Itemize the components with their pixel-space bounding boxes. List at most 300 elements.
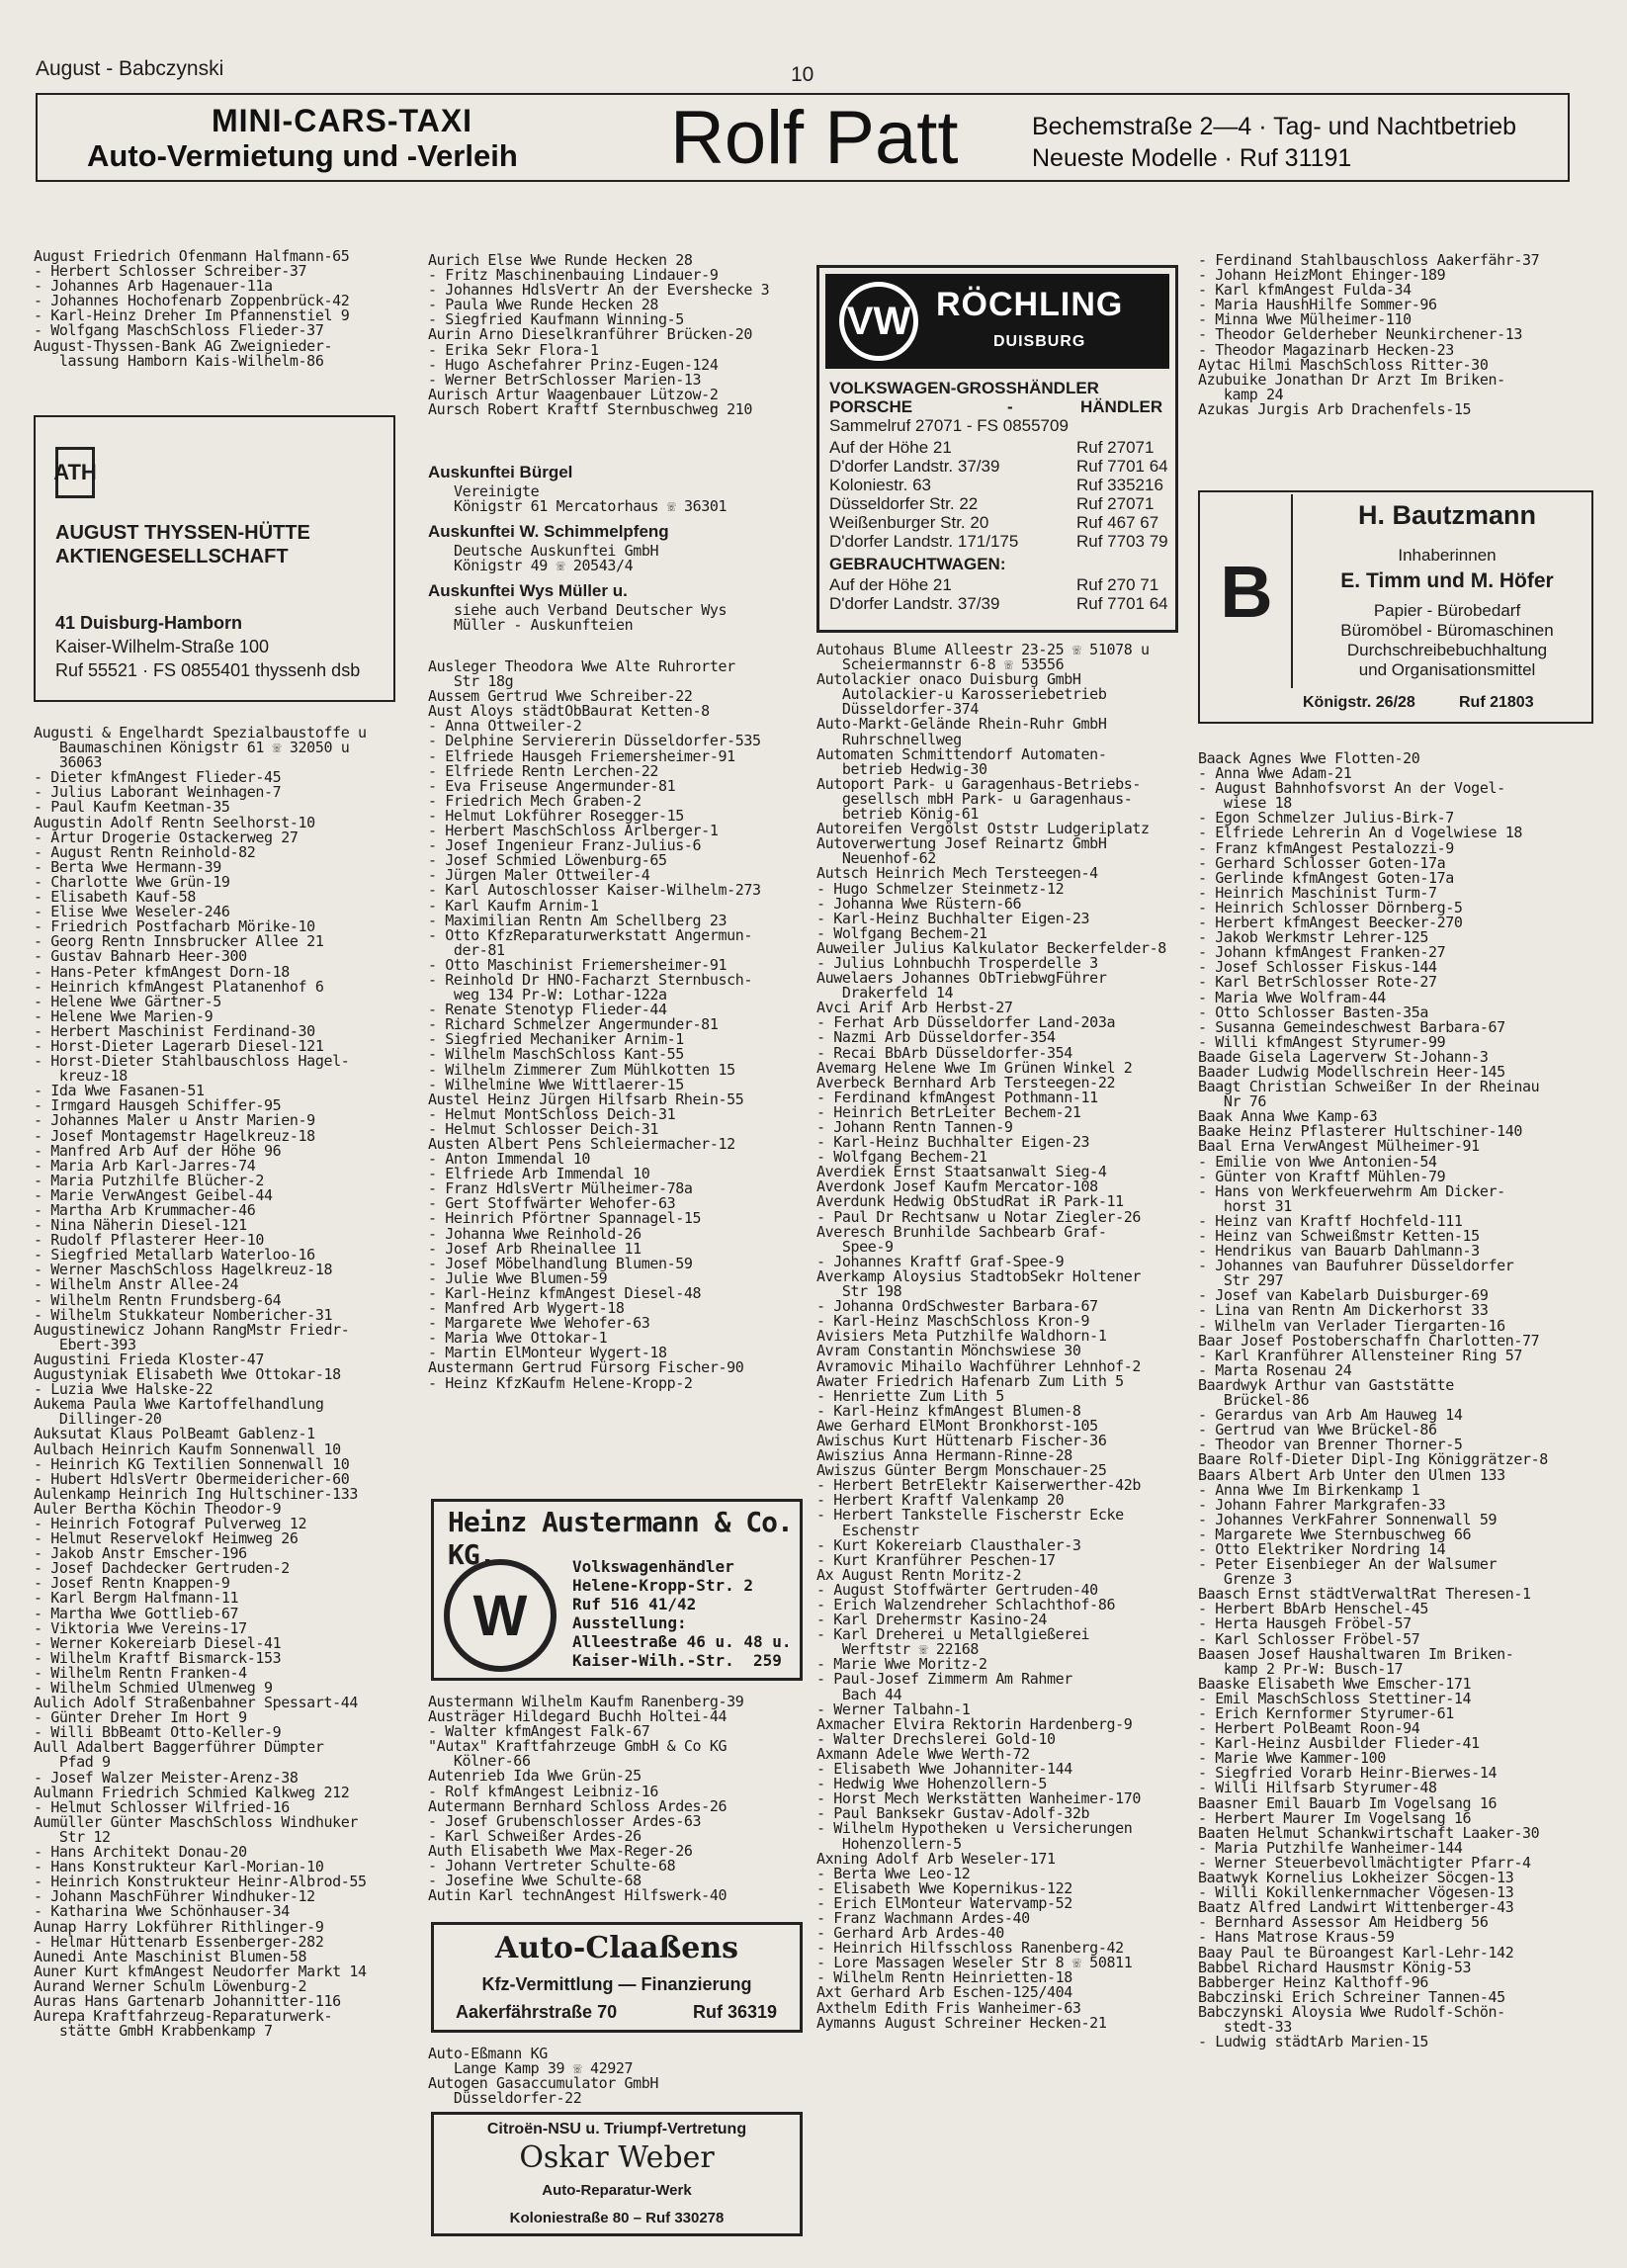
directory-line: - Werner MaschSchloss Hagelkreuz-18 <box>34 1261 333 1279</box>
roechling-address: Koloniestr. 63 <box>829 476 932 494</box>
directory-line: Awischus Kurt Hüttenarb Fischer-36 <box>816 1431 1107 1449</box>
directory-line: - Heinrich Pförtner Spannagel-15 <box>428 1209 702 1228</box>
directory-line: - Wolfgang Bechem-21 <box>816 1148 987 1167</box>
directory-line: - Heinz van Kraftf Hochfeld-111 <box>1198 1211 1463 1230</box>
directory-line: - Peter Eisenbieger An der Walsumer <box>1198 1555 1498 1574</box>
directory-line: Autoverwertung Josef Reinartz GmbH <box>816 834 1107 853</box>
directory-line: - Marta Rosenau 24 <box>1198 1360 1352 1379</box>
thyssen-title-2: AKTIENGESELLSCHAFT <box>55 546 289 567</box>
directory-line: - Josef Walzer Meister-Arenz-38 <box>34 1768 299 1787</box>
directory-line: Königstr 61 Mercatorhaus ☏ 36301 <box>454 497 728 516</box>
directory-line: Düsseldorfer-22 <box>428 2089 582 2108</box>
directory-line: - Viktoria Wwe Vereins-17 <box>34 1618 247 1637</box>
directory-line: - Johannes VerkFahrer Sonnenwall 59 <box>1198 1510 1498 1528</box>
directory-line: - Margarete Wwe Sternbuschweg 66 <box>1198 1525 1472 1543</box>
directory-line: - Elfriede Hausgeh Friemersheimer-91 <box>428 746 735 765</box>
roechling-address: Weißenburger Str. 20 <box>829 513 989 532</box>
directory-line: - Karl Autoschlosser Kaiser-Wilhelm-273 <box>428 881 761 900</box>
directory-line: Babberger Heinz Kalthoff-96 <box>1198 1972 1429 1991</box>
directory-line: "Autax" Kraftfahrzeuge GmbH & Co KG <box>428 1737 728 1756</box>
roechling-phone: Ruf 270 71 <box>1076 575 1159 594</box>
directory-line: Helene-Kropp-Str. 2 <box>572 1576 754 1595</box>
bautzmann-l3: Papier - Bürobedarf <box>1373 601 1521 620</box>
roechling-address: Auf der Höhe 21 <box>829 575 952 594</box>
directory-line: - Josef Dachdecker Gertruden-2 <box>34 1559 290 1578</box>
directory-line: - Horst Mech Werkstätten Wanheimer-170 <box>816 1789 1141 1808</box>
roechling-advertisement <box>816 265 1178 633</box>
directory-line: - Katharina Wwe Schönhauser-34 <box>34 1902 290 1921</box>
directory-line: Axmann Adele Wwe Werth-72 <box>816 1744 1030 1763</box>
directory-line: Ax August Rentn Moritz-2 <box>816 1565 1022 1584</box>
directory-line: - Werner Steuerbevollmächtigter Pfarr-4 <box>1198 1853 1531 1872</box>
directory-line: Werftstr ☏ 22168 <box>816 1640 979 1659</box>
directory-line: Auksutat Klaus PolBeamt Gablenz-1 <box>34 1425 315 1443</box>
directory-line: - Hans von Werkfeuerwehrm Am Dicker- <box>1198 1181 1505 1200</box>
directory-line: - Heinrich Hilfsschloss Ranenberg-42 <box>816 1939 1124 1958</box>
directory-line: Aurin Arno Dieselkranführer Brücken-20 <box>428 325 752 344</box>
directory-line: - Johann MaschFührer Windhuker-12 <box>34 1887 315 1906</box>
directory-line: - Heinz KfzKaufm Helene-Kropp-2 <box>428 1373 693 1392</box>
directory-line: - Heinrich BetrLeiter Bechem-21 <box>816 1102 1081 1121</box>
directory-line: - Hugo Aschefahrer Prinz-Eugen-124 <box>428 355 719 374</box>
directory-line: Augustini Frieda Kloster-47 <box>34 1350 265 1368</box>
directory-line: - Heinrich kfmAngest Platanenhof 6 <box>34 977 324 996</box>
directory-line: - Helmut Schlosser Wilfried-16 <box>34 1797 290 1816</box>
directory-line: Auto-Markt-Gelände Rhein-Ruhr GmbH <box>816 715 1107 734</box>
directory-line: Autsch Heinrich Mech Tersteegen-4 <box>816 864 1098 883</box>
directory-line: Baader Ludwig Modellschrein Heer-145 <box>1198 1062 1505 1081</box>
claassens-phone: Ruf 36319 <box>693 2002 778 2022</box>
directory-line: - Maria Putzhilfe Blücher-2 <box>34 1171 265 1189</box>
directory-line: - Franz Wachmann Ardes-40 <box>816 1908 1030 1927</box>
directory-line: Auth Elisabeth Wwe Max-Reger-26 <box>428 1841 693 1860</box>
directory-line: - Werner BetrSchlosser Marien-13 <box>428 370 702 389</box>
directory-line: Axt Gerhard Arb Eschen-125/404 <box>816 1983 1072 2002</box>
auskunftei-title-2: Auskunftei W. Schimmelpfeng <box>428 522 669 542</box>
directory-line: - Delphine Serviererin Düsseldorfer-535 <box>428 732 761 750</box>
directory-line: August Friedrich Ofenmann Halfmann-65 <box>34 247 350 265</box>
directory-line: - Julius Lohnbuchh Trosperdelle 3 <box>816 953 1098 972</box>
directory-line: - Horst-Dieter Lagerarb Diesel-121 <box>34 1036 324 1055</box>
austermann-title: Heinz Austermann & Co. KG. <box>448 1506 793 1571</box>
roechling-phone: Ruf 27071 <box>1076 494 1155 513</box>
directory-line: Aurepa Kraftfahrzeug-Reparaturwerk- <box>34 2007 333 2026</box>
column-4-bottom <box>1198 751 1548 2050</box>
directory-line: Volkswagenhändler <box>572 1557 734 1576</box>
directory-line: - Friedrich Postfacharb Mörike-10 <box>34 917 315 936</box>
directory-line: - Nina Näherin Diesel-121 <box>34 1216 247 1235</box>
directory-line: gesellsch mbH Park- u Garagenhaus- <box>816 789 1133 808</box>
column-4-top <box>1198 253 1539 417</box>
directory-line: - Josef Ingenieur Franz-Julius-6 <box>428 836 702 855</box>
directory-line: Aunap Harry Lokführer Rithlinger-9 <box>34 1917 324 1936</box>
directory-line: - Hans Architekt Donau-20 <box>34 1843 247 1862</box>
bautzmann-l4: Büromöbel - Büromaschinen <box>1340 621 1554 640</box>
roechling-row <box>829 532 1168 552</box>
directory-line: - Lina van Rentn Am Dickerhorst 33 <box>1198 1301 1489 1320</box>
directory-line: - Elfriede Rentn Lerchen-22 <box>428 761 659 780</box>
directory-line: Aussem Gertrud Wwe Schreiber-22 <box>428 687 693 706</box>
directory-line: - Herbert Tankstelle Fischerstr Ecke <box>816 1506 1124 1525</box>
directory-line: - August Bahnhofsvorst An der Vogel- <box>1198 779 1505 798</box>
directory-line: Ausleger Theodora Wwe Alte Ruhrorter <box>428 657 735 675</box>
directory-line: - Jakob Anstr Emscher-196 <box>34 1544 247 1563</box>
roechling-used-title: GEBRAUCHTWAGEN: <box>829 555 1006 573</box>
top-ad-line1: MINI-CARS-TAXI <box>212 103 473 138</box>
directory-line: Baaske Elisabeth Wwe Emscher-171 <box>1198 1674 1472 1693</box>
directory-line: - Helene Wwe Marien-9 <box>34 1006 214 1025</box>
directory-line: - Elfriede Arb Immendal 10 <box>428 1165 650 1183</box>
directory-line: - Johannes Hochofenarb Zoppenbrück-42 <box>34 292 350 310</box>
roechling-address: D'dorfer Landstr. 37/39 <box>829 457 1000 476</box>
directory-line: - Paul Kaufm Keetman-35 <box>34 798 230 817</box>
bautzmann-l5: Durchschreibebuchhaltung <box>1346 641 1548 659</box>
directory-line: - Emil MaschSchloss Stettiner-14 <box>1198 1689 1472 1707</box>
directory-line: - Herbert Maschinist Ferdinand-30 <box>34 1021 315 1040</box>
directory-line: Auner Kurt kfmAngest Neudorfer Markt 14 <box>34 1962 367 1980</box>
directory-line: - Wilhelm Anstr Allee-24 <box>34 1275 239 1294</box>
directory-line: Baake Heinz Pflasterer Hultschiner-140 <box>1198 1122 1522 1141</box>
directory-line: - Theodor Gelderheber Neunkirchener-13 <box>1198 325 1522 344</box>
directory-line: Autin Karl technAngest Hilfswerk-40 <box>428 1886 728 1905</box>
top-ad-right1: Bechemstraße 2—4 · Tag- und Nachtbetrieb <box>1032 113 1517 140</box>
directory-line: - Otto KfzReparaturwerkstatt Angermun- <box>428 925 752 944</box>
directory-line: Aulich Adolf Straßenbahner Spessart-44 <box>34 1694 358 1712</box>
roechling-banner <box>825 274 1169 369</box>
bautzmann-letter: B <box>1202 494 1293 688</box>
directory-line: Awater Friedrich Hafenarb Zum Lith 5 <box>816 1371 1124 1390</box>
directory-line: Aull Adalbert Baggerführer Dümpter <box>34 1738 324 1757</box>
directory-line: Baay Paul te Büroangest Karl-Lehr-142 <box>1198 1943 1514 1962</box>
thyssen-advertisement <box>34 415 395 702</box>
column-1-top <box>34 249 349 369</box>
directory-line: Autenrieb Ida Wwe Grün-25 <box>428 1767 642 1786</box>
directory-line: - Henriette Zum Lith 5 <box>816 1386 1004 1405</box>
directory-line: Aumüller Günter MaschSchloss Windhuker <box>34 1812 358 1831</box>
directory-line: - Siegfried Kaufmann Winning-5 <box>428 310 684 329</box>
directory-line: - Irmgard Hausgeh Schiffer-95 <box>34 1096 282 1115</box>
roechling-phone: Ruf 27071 <box>1076 438 1155 457</box>
directory-line: - Recai BbArb Düsseldorfer-354 <box>816 1043 1072 1062</box>
directory-line: Azukas Jurgis Arb Drachenfels-15 <box>1198 399 1472 418</box>
directory-line: - Johannes Maler u Anstr Marien-9 <box>34 1111 315 1130</box>
thyssen-addr-2: Kaiser-Wilhelm-Straße 100 <box>55 637 270 656</box>
directory-line: Lange Kamp 39 ☏ 42927 <box>428 2059 634 2078</box>
directory-line: Auras Hans Gartenarb Johannitter-116 <box>34 1991 341 2010</box>
directory-line: - Karl-Heinz Buchhalter Eigen-23 <box>816 1133 1090 1152</box>
roechling-phone: Ruf 7703 79 <box>1076 532 1168 551</box>
directory-line: Str 198 <box>816 1282 902 1301</box>
directory-line: Aust Aloys städtObBaurat Ketten-8 <box>428 702 710 721</box>
directory-line: - Johanna Wwe Rüstern-66 <box>816 894 1022 913</box>
directory-line: - Karl Kranführer Allensteiner Ring 57 <box>1198 1346 1522 1364</box>
directory-line: - Josef Grubenschlosser Ardes-63 <box>428 1811 702 1830</box>
directory-line: Baatwyk Kornelius Lokheizer Söcgen-13 <box>1198 1869 1514 1887</box>
directory-line: - Paula Wwe Runde Hecken 28 <box>428 296 659 314</box>
directory-line: - Hans Konstrukteur Karl-Morian-10 <box>34 1858 324 1876</box>
directory-line: - Johannes Arb Hagenauer-11a <box>34 277 273 296</box>
directory-line: stedt-33 <box>1198 2017 1292 2036</box>
directory-line: - Ferdinand Stahlbauschloss Aakerfähr-37 <box>1198 251 1540 269</box>
directory-line: Auto-Eßmann KG <box>428 2045 548 2062</box>
directory-line: - Marie Wwe Moritz-2 <box>816 1655 987 1674</box>
directory-line: - Johannes van Baufuhrer Düsseldorfer <box>1198 1257 1514 1275</box>
directory-line: - Gustav Bahnarb Heer-300 <box>34 947 247 966</box>
directory-line: - Karl-Heinz MaschSchloss Kron-9 <box>816 1312 1090 1331</box>
directory-line: - Herbert Schlosser Schreiber-37 <box>34 262 307 281</box>
directory-line: - Gerardus van Arb Am Hauweg 14 <box>1198 1406 1463 1425</box>
directory-line: Aursch Robert Kraftf Sternbuschweg 210 <box>428 399 752 418</box>
directory-line: - Hendrikus van Bauarb Dahlmann-3 <box>1198 1242 1480 1261</box>
directory-line: - Willi Hilfsarb Styrumer-48 <box>1198 1779 1437 1797</box>
directory-line: - Fritz Maschinenbauing Lindauer-9 <box>428 266 719 285</box>
directory-line: - Kurt Kranführer Peschen-17 <box>816 1550 1056 1569</box>
directory-line: - Horst-Dieter Stahlbauschloss Hagel- <box>34 1052 350 1071</box>
directory-line: - Franz HdlsVertr Mülheimer-78a <box>428 1179 693 1198</box>
directory-line: - Charlotte Wwe Grün-19 <box>34 872 230 891</box>
roechling-row <box>829 438 1155 458</box>
directory-line: - Manfred Arb Auf der Höhe 96 <box>34 1141 282 1160</box>
roechling-line1: VOLKSWAGEN-GROSSHÄNDLER <box>829 379 1099 397</box>
directory-line: - Herbert kfmAngest Beecker-270 <box>1198 914 1463 932</box>
directory-line: - Anna Wwe Im Birkenkamp 1 <box>1198 1480 1420 1499</box>
directory-line: Augustin Adolf Rentn Seelhorst-10 <box>34 813 315 831</box>
directory-line: Spee-9 <box>816 1237 894 1256</box>
directory-line: Kaiser-Wilh.-Str. 259 <box>572 1651 782 1670</box>
directory-line: - Jakob Werkmstr Lehrer-125 <box>1198 928 1429 947</box>
directory-line: - Heinrich KG Textilien Sonnenwall 10 <box>34 1454 350 1473</box>
directory-line: - Josefine Wwe Schulte-68 <box>428 1872 642 1890</box>
directory-line: - Wilhelm Zimmerer Zum Mühlkotten 15 <box>428 1060 735 1079</box>
directory-line: - Dieter kfmAngest Flieder-45 <box>34 768 282 787</box>
claassens-line: Kfz-Vermittlung — Finanzierung <box>481 1974 752 1994</box>
directory-line: - Gerhard Arb Ardes-40 <box>816 1924 1004 1943</box>
directory-line: - Maximilian Rentn Am Schellberg 23 <box>428 911 728 929</box>
auskunftei-lines-2 <box>428 544 794 573</box>
directory-line: Averdonk Josef Kaufm Mercator-108 <box>816 1178 1098 1196</box>
directory-line: - Kurt Kokereiarb Clausthaler-3 <box>816 1535 1081 1554</box>
directory-line: Brückel-86 <box>1198 1391 1310 1410</box>
directory-line: siehe auch Verband Deutscher Wys <box>454 601 728 620</box>
directory-line: - Heinrich Konstrukteur Heinr-Albrod-55 <box>34 1873 367 1891</box>
directory-line: Baasner Emil Bauarb Im Vogelsang 16 <box>1198 1793 1498 1812</box>
directory-line: Azubuike Jonathan Dr Arzt Im Briken- <box>1198 370 1505 389</box>
directory-line: - Johann Rentn Tannen-9 <box>816 1118 1013 1136</box>
directory-line: Müller - Auskunfteien <box>454 616 634 635</box>
roechling-phone: Ruf 7701 64 <box>1076 594 1168 613</box>
directory-line: Drakerfeld 14 <box>816 984 954 1003</box>
roechling-address: Auf der Höhe 21 <box>829 438 952 457</box>
running-header: August - Babczynski <box>36 57 224 80</box>
austermann-details <box>572 1557 792 1670</box>
bautzmann-name: H. Bautzmann <box>1357 500 1536 530</box>
auskunftei-title-3: Auskunftei Wys Müller u. <box>428 581 628 601</box>
directory-line: Austel Heinz Jürgen Hilfsarb Rhein-55 <box>428 1090 744 1108</box>
directory-line: Düsseldorfer-374 <box>816 700 979 719</box>
directory-line: - Herbert PolBeamt Roon-94 <box>1198 1719 1420 1738</box>
directory-line: Königstr 49 ☏ 20543/4 <box>454 557 634 575</box>
directory-line: - Gerlinde kfmAngest Goten-17a <box>1198 868 1454 887</box>
directory-line: - Karl kfmAngest Fulda-34 <box>1198 281 1412 300</box>
directory-line: - Hugo Schmelzer Steinmetz-12 <box>816 879 1065 898</box>
roechling-line2 <box>829 397 1165 417</box>
directory-line: Averkamp Aloysius StadtobSekr Holtener <box>816 1266 1141 1285</box>
austermann-advertisement <box>431 1499 803 1681</box>
directory-line: - Werner Talbahn-1 <box>816 1700 971 1718</box>
directory-line: - Gerhard Schlosser Goten-17a <box>1198 853 1446 872</box>
directory-line: Augustyniak Elisabeth Wwe Ottokar-18 <box>34 1365 341 1384</box>
directory-line: - Karl-Heinz Ausbilder Flieder-41 <box>1198 1734 1480 1753</box>
directory-line: Axmacher Elvira Rektorin Hardenberg-9 <box>816 1714 1133 1733</box>
directory-line: - Franz kfmAngest Pestalozzi-9 <box>1198 838 1454 857</box>
claassens-advertisement <box>431 1922 803 2033</box>
directory-line: - Karl-Heinz kfmAngest Diesel-48 <box>428 1283 702 1302</box>
directory-line: - Friedrich Mech Graben-2 <box>428 791 642 810</box>
directory-line: kamp 2 Pr-W: Busch-17 <box>1198 1659 1404 1678</box>
directory-line: - Lore Massagen Weseler Str 8 ☏ 50811 <box>816 1954 1133 1972</box>
directory-line: - Günter von Kraftf Mühlen-79 <box>1198 1167 1446 1185</box>
directory-line: Babbel Richard Hausmstr König-53 <box>1198 1958 1472 1976</box>
directory-line: der-81 <box>428 940 505 959</box>
top-ad-right2: Neueste Modelle · Ruf 31191 <box>1032 144 1352 172</box>
directory-line: - Maria Arb Karl-Jarres-74 <box>34 1156 256 1175</box>
roechling-row <box>829 575 1159 595</box>
directory-line: - Hans-Peter kfmAngest Dorn-18 <box>34 962 290 981</box>
directory-line: Austermann Gertrud Fürsorg Fischer-90 <box>428 1358 744 1377</box>
directory-line: Avisiers Meta Putzhilfe Waldhorn-1 <box>816 1327 1107 1346</box>
directory-line: Baasch Ernst städtVerwaltRat Theresen-1 <box>1198 1585 1531 1604</box>
directory-line: - Herbert BetrElektr Kaiserwerther-42b <box>816 1476 1141 1495</box>
directory-line: - Elisabeth Wwe Kopernikus-122 <box>816 1878 1072 1897</box>
roechling-porsche: PORSCHE <box>829 397 913 416</box>
bautzmann-l6: und Organisationsmittel <box>1358 660 1536 679</box>
roechling-name: RÖCHLING <box>936 286 1124 323</box>
directory-line: - Anton Immendal 10 <box>428 1150 590 1169</box>
directory-line: - Wilhelm Kraftf Bismarck-153 <box>34 1648 282 1667</box>
roechling-address: D'dorfer Landstr. 37/39 <box>829 594 1000 613</box>
directory-line: - Hans Matrose Kraus-59 <box>1198 1928 1395 1947</box>
directory-line: - Ferdinand kfmAngest Pothmann-11 <box>816 1088 1098 1106</box>
directory-line: - Johann kfmAngest Franken-27 <box>1198 943 1446 962</box>
directory-line: - Wilhelm Rentn Frundsberg-64 <box>34 1290 282 1309</box>
roechling-row <box>829 457 1168 477</box>
directory-line: - Theodor van Brenner Thorner-5 <box>1198 1436 1463 1454</box>
roechling-address: Düsseldorfer Str. 22 <box>829 494 979 513</box>
directory-line: Auweiler Julius Kalkulator Beckerfelder-8 <box>816 938 1166 957</box>
directory-line: Autoreifen Vergölst Oststr Ludgeriplatz <box>816 820 1150 838</box>
directory-line: - Josef van Kabelarb Duisburger-69 <box>1198 1286 1489 1305</box>
top-ad-name: Rolf Patt <box>670 96 959 180</box>
directory-line: - Maria Wwe Ottokar-1 <box>428 1329 608 1348</box>
directory-line: - Wilhelmine Wwe Wittlaerer-15 <box>428 1075 684 1093</box>
directory-line: - Georg Rentn Innsbrucker Allee 21 <box>34 932 324 951</box>
directory-line: - Karl Schweißer Ardes-26 <box>428 1826 642 1845</box>
directory-line: - Karl BetrSchlosser Rote-27 <box>1198 973 1437 992</box>
weber-address: Koloniestraße 80 – Ruf 330278 <box>509 2210 725 2226</box>
directory-line: - Margarete Wwe Wehofer-63 <box>428 1314 650 1333</box>
weber-name: Oskar Weber <box>519 2140 715 2175</box>
directory-line: Automaten Schmittendorf Automaten- <box>816 744 1107 763</box>
roechling-address: D'dorfer Landstr. 171/175 <box>829 532 1019 551</box>
directory-line: - Richard Schmelzer Angermunder-81 <box>428 1015 719 1034</box>
directory-line: Aulmann Friedrich Schmied Kalkweg 212 <box>34 1783 350 1801</box>
directory-line: - August Stoffwärter Gertruden-40 <box>816 1580 1098 1599</box>
directory-line: - Maria Putzhilfe Wanheimer-144 <box>1198 1838 1463 1857</box>
directory-line: Averdiek Ernst Staatsanwalt Sieg-4 <box>816 1163 1107 1181</box>
roechling-dash: - <box>1007 397 1013 416</box>
roechling-haendler: HÄNDLER <box>1080 397 1163 416</box>
directory-line: - Elise Wwe Weseler-246 <box>34 903 230 921</box>
directory-line: Baasen Josef Haushaltwaren Im Briken- <box>1198 1644 1514 1663</box>
directory-line: Baardwyk Arthur van Gaststätte <box>1198 1375 1454 1394</box>
directory-line: Aulenkamp Heinrich Ing Hultschiner-133 <box>34 1484 358 1503</box>
directory-line: Aurand Werner Schulm Löwenburg-2 <box>34 1976 307 1995</box>
directory-line: kreuz-18 <box>34 1067 128 1086</box>
directory-line: Babczinski Erich Schreiner Tannen-45 <box>1198 1987 1505 2006</box>
directory-line: - Erich Kernformer Styrumer-61 <box>1198 1704 1454 1722</box>
directory-line: - Herbert MaschSchloss Arlberger-1 <box>428 822 719 840</box>
bautzmann-l2: E. Timm und M. Höfer <box>1340 569 1554 592</box>
directory-line: Babczynski Aloysia Wwe Rudolf-Schön- <box>1198 2002 1505 2021</box>
directory-line: 36063 <box>34 753 103 772</box>
directory-line: - Wilhelm Rentn Heinrietten-18 <box>816 1968 1072 1987</box>
directory-line: - Johann Fahrer Markgrafen-33 <box>1198 1495 1446 1514</box>
directory-line: Autohaus Blume Alleestr 23-25 ☏ 51078 u <box>816 641 1150 658</box>
directory-line: - Johannes HdlsVertr An der Eversheckе 3 <box>428 281 770 300</box>
directory-line: - Walter Drechslerei Gold-10 <box>816 1729 1056 1748</box>
directory-line: - Erich ElMonteur Watervamp-52 <box>816 1893 1072 1912</box>
directory-line: - Siegfried Vorarb Heinr-Bierwes-14 <box>1198 1764 1498 1783</box>
directory-line: - Reinhold Dr HNO-Facharzt Sternbusch- <box>428 970 752 989</box>
directory-line: Austen Albert Pens Schleiermacher-12 <box>428 1135 735 1153</box>
page-number: 10 <box>791 63 814 86</box>
thyssen-title-1: AUGUST THYSSEN-HÜTTE <box>55 522 310 544</box>
directory-line: Hohenzollern-5 <box>816 1834 962 1853</box>
auskunftei-entries <box>428 463 794 634</box>
directory-line: - Willi BbBeamt Otto-Keller-9 <box>34 1723 282 1742</box>
weber-advertisement <box>431 2112 803 2236</box>
directory-line: Baak Anna Wwe Kamp-63 <box>1198 1107 1378 1126</box>
directory-line: Baare Rolf-Dieter Dipl-Ing Königgrätzer-8 <box>1198 1450 1548 1469</box>
directory-line: August-Thyssen-Bank AG Zweignieder- <box>34 336 333 355</box>
directory-line: - Wilhelm Schmied Ulmenweg 9 <box>34 1679 273 1697</box>
directory-line: Augusti & Engelhardt Spezialbaustoffe u <box>34 724 367 741</box>
directory-line: - Herta Hausgeh Fröbel-57 <box>1198 1614 1412 1633</box>
directory-line: - Ida Wwe Fasanen-51 <box>34 1082 205 1100</box>
directory-line: - Maria HaushHilfe Sommer-96 <box>1198 296 1437 314</box>
directory-line: Aymanns August Schreiner Hecken-21 <box>816 2013 1107 2032</box>
directory-line: - Günter Dreher Im Hort 9 <box>34 1708 247 1727</box>
directory-line: - Martha Arb Krummacher-46 <box>34 1201 256 1219</box>
directory-line: Auwelaers Johannes ObTriebwgFührer <box>816 969 1107 988</box>
directory-line: - Manfred Arb Wygert-18 <box>428 1299 625 1318</box>
directory-line: - Berta Wwe Hermann-39 <box>34 857 221 876</box>
directory-line: - Rudolf Pflasterer Heer-10 <box>34 1231 265 1250</box>
directory-line: - Siegfried Mechaniker Arnim-1 <box>428 1030 684 1049</box>
directory-line: - Helmar Hüttenarb Essenberger-282 <box>34 1932 324 1951</box>
directory-line: Aurich Else Wwe Runde Hecken 28 <box>428 251 693 269</box>
column-2-lower <box>428 1695 743 1903</box>
directory-line: - Helmut Reservelokf Heimweg 26 <box>34 1529 299 1548</box>
directory-line: Baars Albert Arb Unter den Ulmen 133 <box>1198 1465 1505 1484</box>
directory-line: Averdunk Hedwig ObStudRat iR Park-11 <box>816 1192 1124 1211</box>
directory-line: Axthelm Edith Fris Wanheimer-63 <box>816 1998 1081 2017</box>
directory-line: - Wolfgang Bechem-21 <box>816 923 987 942</box>
directory-line: Avram Constantin Mönchswiese 30 <box>816 1342 1081 1360</box>
bautzmann-advertisement <box>1198 490 1593 724</box>
directory-line: - Ludwig städtArb Marien-15 <box>1198 2033 1429 2051</box>
directory-line: - Elfriede Lehrerin An d Vogelwiese 18 <box>1198 824 1522 842</box>
